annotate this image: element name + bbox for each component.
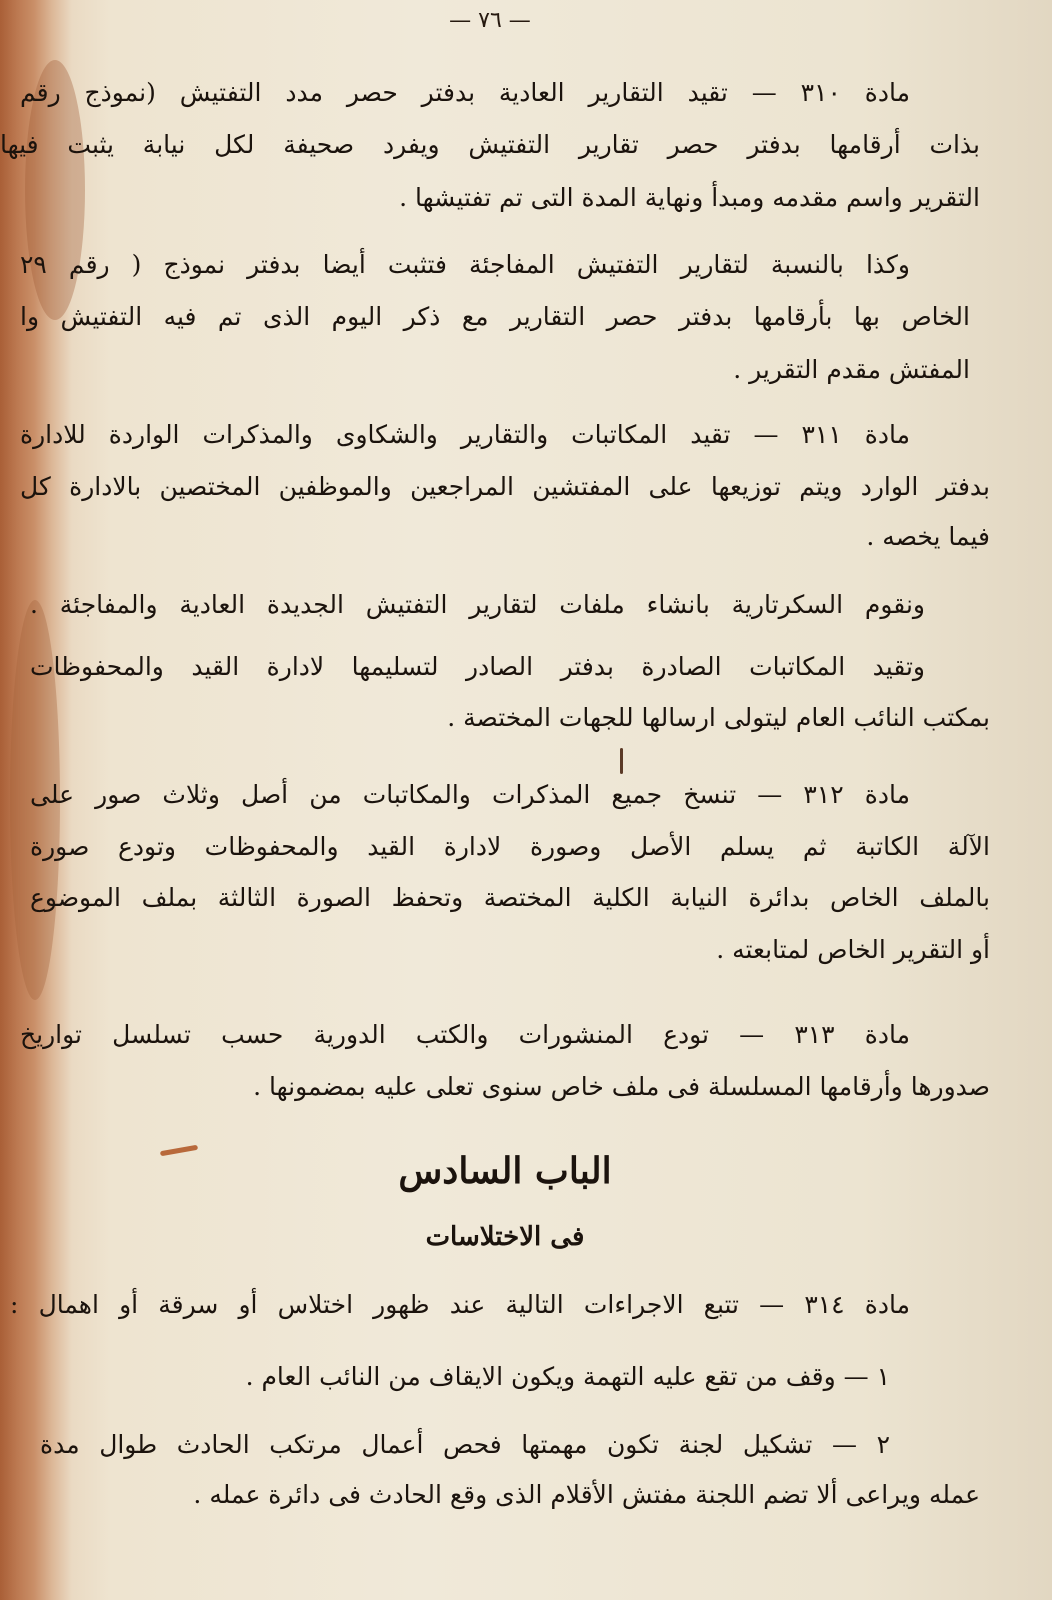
chapter-title: الباب السادس [398,1150,612,1192]
text-line: فيما يخصه . [866,522,990,551]
chapter-subtitle: فى الاختلاسات [425,1222,585,1252]
text-line: مادة ٣١٢ — تنسخ جميع المذكرات والمكاتبات من أصل وثلاث صور على [30,780,910,809]
text-line: صدورها وأرقامها المسلسلة فى ملف خاص سنوى تعلى عليه بمضمونها . [253,1072,990,1101]
text-line: الخاص بها بأرقامها بدفتر حصر التقارير مع ذكر اليوم الذى تم فيه التفتيش وا [20,302,970,331]
text-line: مادة ٣١٠ — تقيد التقارير العادية بدفتر حصر مدد التفتيش (نموذج رقم [20,78,911,107]
pen-mark [620,748,623,774]
text-line: الآلة الكاتبة ثم يسلم الأصل وصورة لادارة القيد والمحفوظات وتودع صورة [30,832,990,861]
text-line: بذات أرقامها بدفتر حصر تقارير التفتيش ويفرد صحيفة لكل نيابة يثبت فيها [0,130,981,159]
list-item: ١ — وقف من تقع عليه التهمة ويكون الايقاف من النائب العام . [245,1362,890,1391]
text-line: أو التقرير الخاص لمتابعته . [716,935,990,964]
text-line: مادة ٣١٣ — تودع المنشورات والكتب الدورية حسب تسلسل تواريخ [20,1020,911,1049]
list-item: ٢ — تشكيل لجنة تكون مهمتها فحص أعمال مرتكب الحادث طوال مدة [40,1430,890,1459]
text-line: وكذا بالنسبة لتقارير التفتيش المفاجئة فتثبت أيضا بدفتر نموذج ( رقم ٢٩ [20,250,910,279]
text-line: بدفتر الوارد ويتم توزيعها على المفتشين المراجعين والموظفين المختصين بالادارة كل [20,472,990,501]
text-line: بمكتب النائب العام ليتولى ارسالها للجهات المختصة . [447,703,990,732]
text-line: وتقيد المكاتبات الصادرة بدفتر الصادر لتسليمها لادارة القيد والمحفوظات [30,652,925,681]
text-line: مادة ٣١١ — تقيد المكاتبات والتقارير والشكاوى والمذكرات الواردة للادارة [20,420,911,449]
page-number: — ٧٦ — [449,8,531,33]
text-line: ونقوم السكرتارية بانشاء ملفات لتقارير التفتيش الجديدة العادية والمفاجئة . [30,590,925,619]
text-line: عمله ويراعى ألا تضم اللجنة مفتش الأقلام الذى وقع الحادث فى دائرة عمله . [193,1480,980,1509]
text-line: المفتش مقدم التقرير . [733,355,970,384]
text-line: بالملف الخاص بدائرة النيابة الكلية المختصة وتحفظ الصورة الثالثة بملف الموضوع [30,883,990,912]
text-line: التقرير واسم مقدمه ومبدأ ونهاية المدة التى تم تفتيشها . [399,183,980,212]
text-line: مادة ٣١٤ — تتبع الاجراءات التالية عند ظهور اختلاس أو سرقة أو اهمال : [10,1290,910,1319]
